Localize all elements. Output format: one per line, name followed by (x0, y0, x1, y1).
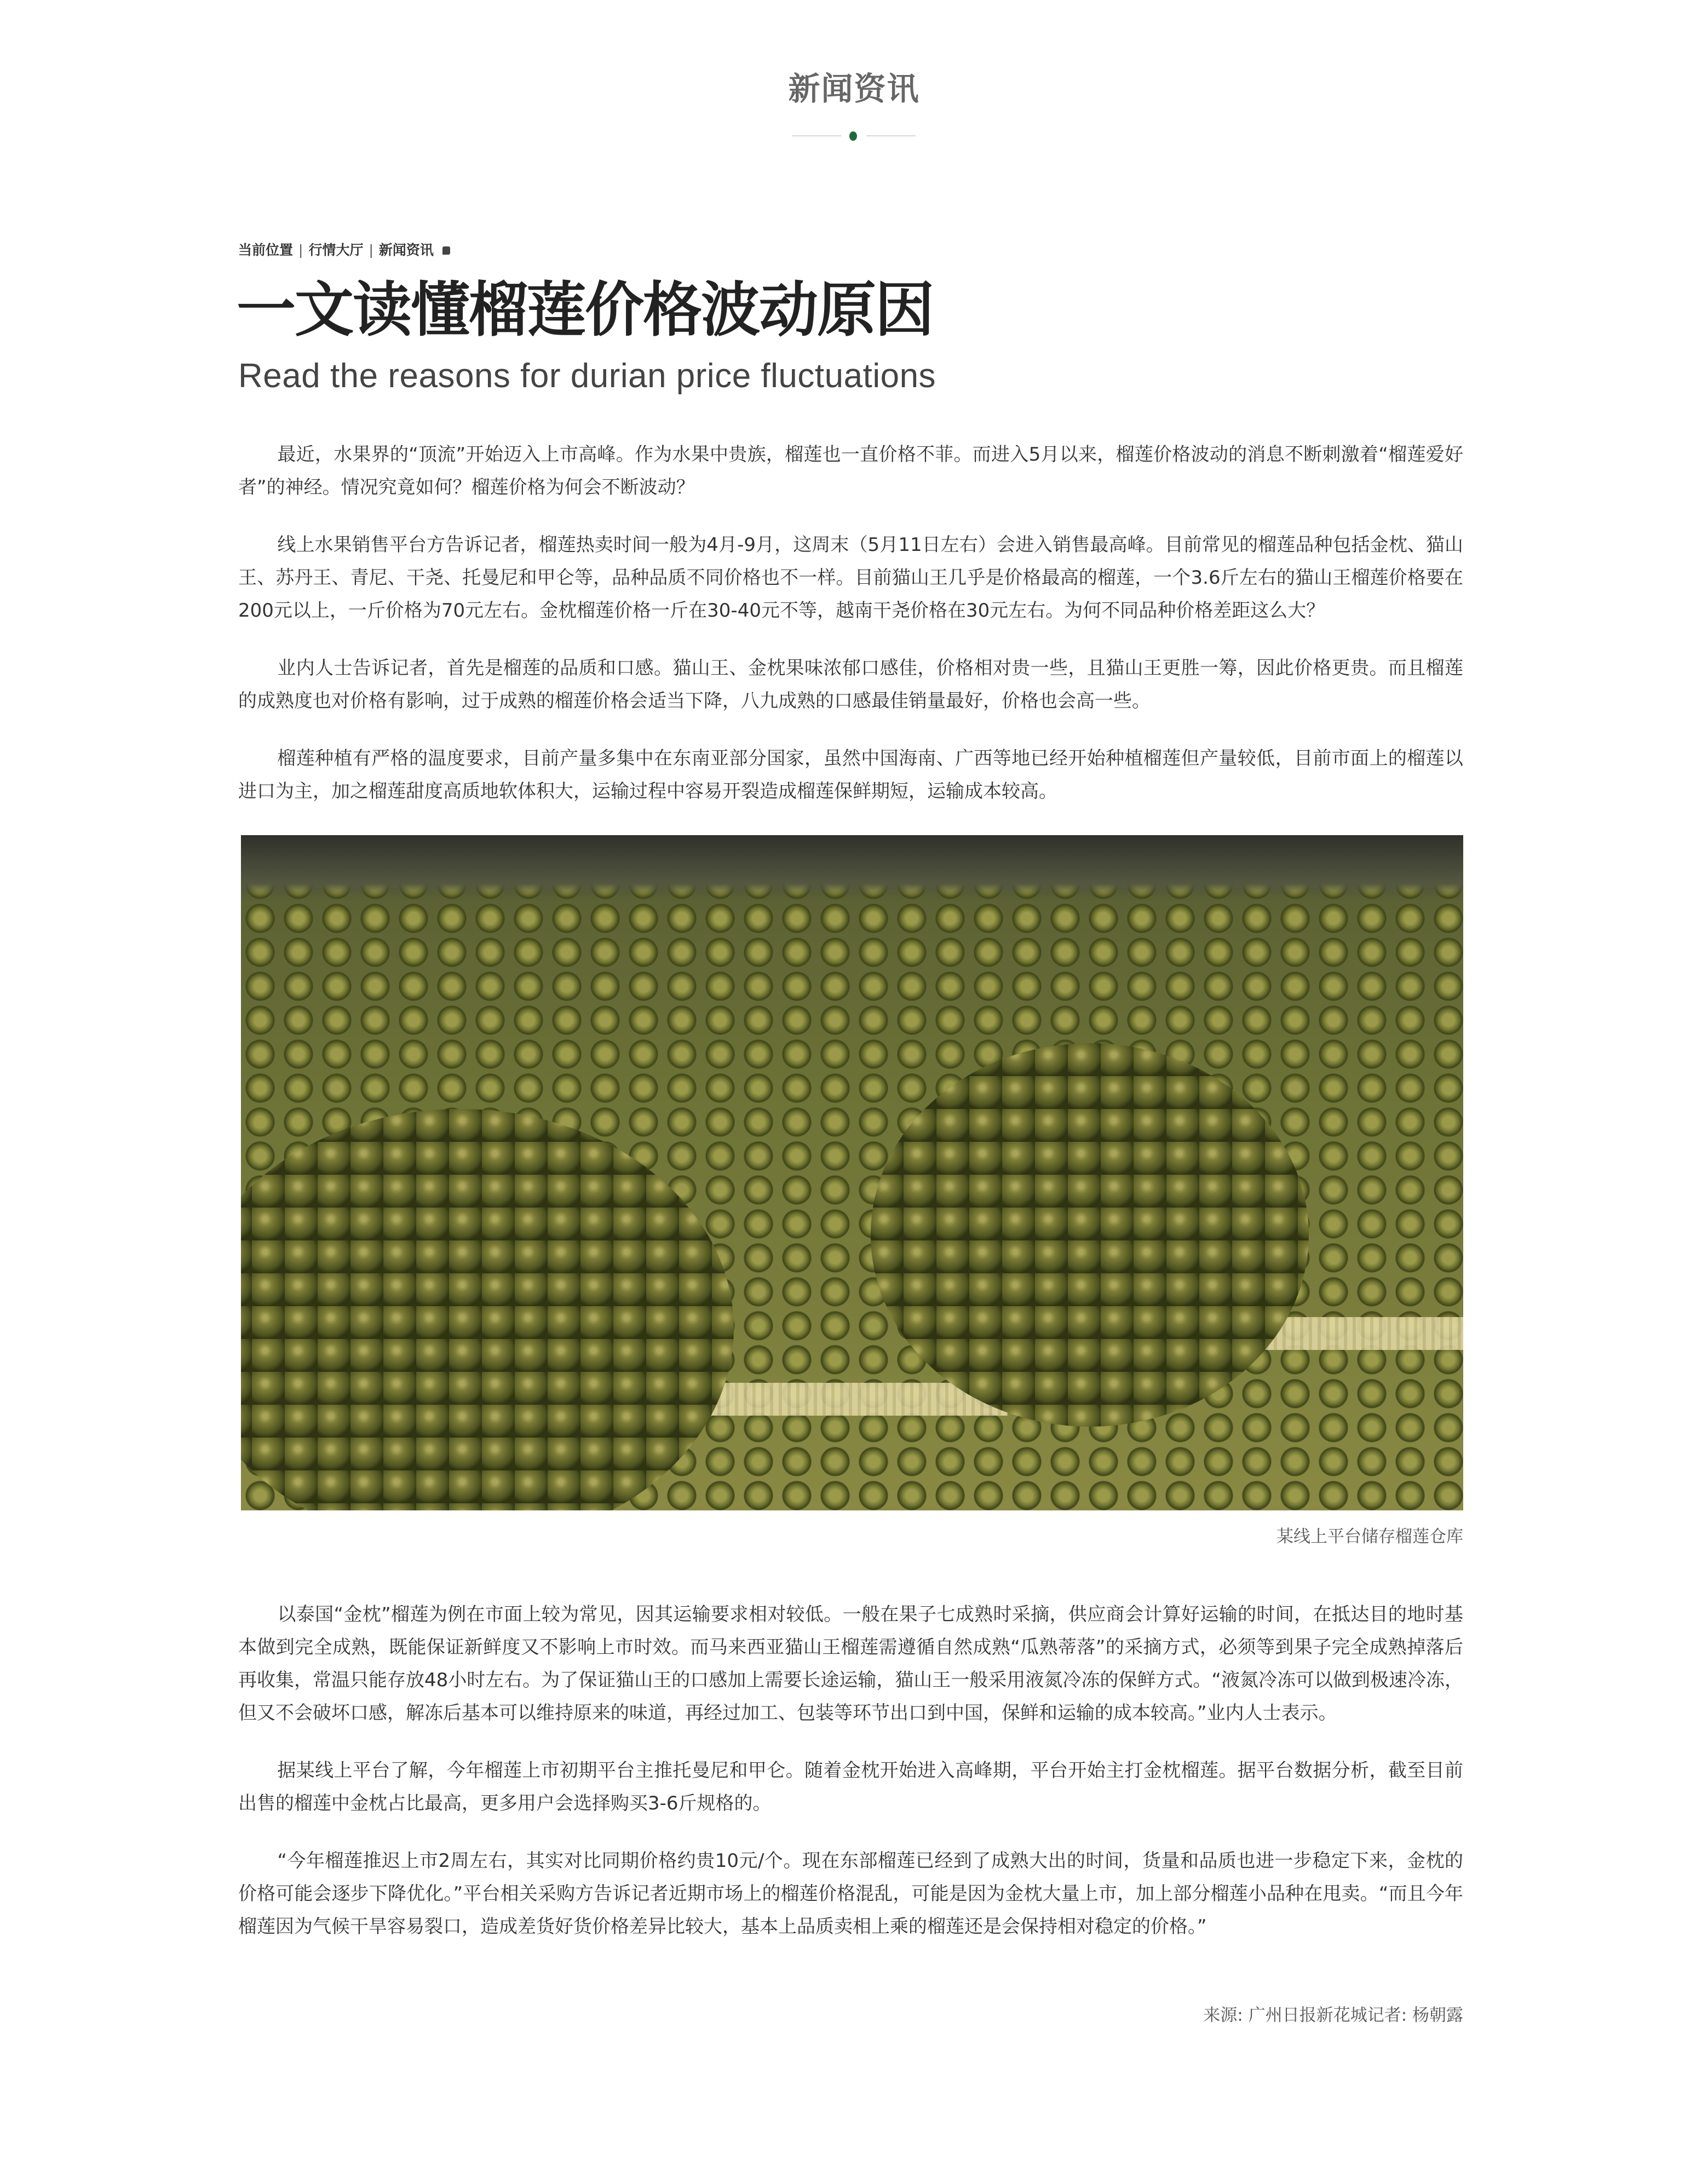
article-body (238, 438, 1463, 2093)
section-title: 新闻资讯 (788, 70, 920, 107)
photo-durian-pile (871, 1043, 1309, 1427)
paragraph: “今年榴莲推迟上市2周左右，其实对比同期价格约贵10元/个。现在东部榴莲已经到了成熟大出的时间，货量和品质也进一步稳定下来，金枕的价格可能会逐步下降优化。”平台相关采购方告诉记者近期市场上的榴莲价格混乱，可能是因为金枕大量上市，加上部分榴莲小品种在甩卖。“而且今年榴莲因为气候干旱容易裂口，造成差货好货价格差异比较大，基本上品质卖相上乘的榴莲还是会保持相对稳定的价格。” (238, 1850, 1463, 1938)
paragraph: 榴莲种植有严格的温度要求，目前产量多集中在东南亚部分国家，虽然中国海南、广西等地已经开始种植榴莲但产量较低，目前市面上的榴莲以进口为主，加之榴莲甜度高质地软体积大，运输过程中容易开裂造成榴莲保鲜期短，运输成本较高。 (238, 748, 1463, 802)
breadcrumb-separator: | (369, 242, 373, 258)
photo-durian-pile (241, 1109, 734, 1510)
breadcrumb-current-location: 当前位置 (238, 242, 294, 258)
paragraph: 据某线上平台了解，今年榴莲上市初期平台主推托曼尼和甲仑。随着金枕开始进入高峰期，平台开始主打金枕榴莲。据平台数据分析，截至目前出售的榴莲中金枕占比最高，更多用户会选择购买3-6斤规格的。 (238, 1760, 1463, 1814)
breadcrumb-market-hall[interactable]: 行情大厅 (308, 242, 364, 258)
article-body-part1 (238, 438, 1463, 808)
divider-line (866, 135, 916, 136)
comment-icon (442, 246, 450, 255)
divider-dot (849, 131, 857, 141)
article-title: 一文读懂榴莲价格波动原因 (237, 276, 934, 344)
paragraph: 线上水果销售平台方告诉记者，榴莲热卖时间一般为4月-9月，这周末（5月11日左右）会进入销售最高峰。目前常见的榴莲品种包括金枕、猫山王、苏丹王、青尼、干尧、托曼尼和甲仑等，品种品质不同价格也不一样。目前猫山王几乎是价格最高的榴莲，一个3.6斤左右的猫山王榴莲价格要在200元以上，一斤价格为70元左右。金枕榴莲价格一斤在30-40元不等，越南干尧价格在30元左右。为何不同品种价格差距这么大？ (238, 534, 1463, 622)
divider-line (792, 135, 841, 136)
title-divider (792, 131, 916, 140)
article-subtitle: Read the reasons for durian price fluctuations (238, 357, 936, 395)
paragraph: 最近，水果界的“顶流”开始迈入上市高峰。作为水果中贵族，榴莲也一直价格不菲。而进入5月以来，榴莲价格波动的消息不断刺激着“榴莲爱好者”的神经。情况究竟如何？榴莲价格为何会不断波动？ (238, 444, 1463, 498)
article-body-part2 (238, 1598, 1463, 1943)
article-source: 来源: 广州日报新花城记者: 杨朝露 (1203, 2005, 1463, 2025)
breadcrumb-separator: | (298, 242, 303, 258)
image-caption: 某线上平台储存榴莲仓库 (1276, 1527, 1463, 1547)
paragraph: 业内人士告诉记者，首先是榴莲的品质和口感。猫山王、金枕果味浓郁口感佳，价格相对贵一些，且猫山王更胜一筹，因此价格更贵。而且榴莲的成熟度也对价格有影响，过于成熟的榴莲价格会适当下降，八九成熟的口感最佳销量最好，价格也会高一些。 (238, 657, 1463, 712)
photo-background-wall (241, 835, 1463, 895)
paragraph: 以泰国“金枕”榴莲为例在市面上较为常见，因其运输要求相对较低。一般在果子七成熟时采摘，供应商会计算好运输的时间，在抵达目的地时基本做到完全成熟，既能保证新鲜度又不影响上市时效。而马来西亚猫山王榴莲需遵循自然成熟“瓜熟蒂落”的采摘方式，必须等到果子完全成熟掉落后再收集，常温只能存放48小时左右。为了保证猫山王的口感加上需要长途运输，猫山王一般采用液氮冷冻的保鲜方式。“液氮冷冻可以做到极速冷冻，但又不会破坏口感，解冻后基本可以维持原来的味道，再经过加工、包装等环节出口到中国，保鲜和运输的成本较高。”业内人士表示。 (238, 1603, 1463, 1724)
durian-warehouse-photo (241, 835, 1463, 1510)
breadcrumb-news[interactable]: 新闻资讯 (378, 242, 434, 258)
breadcrumb (238, 242, 450, 258)
